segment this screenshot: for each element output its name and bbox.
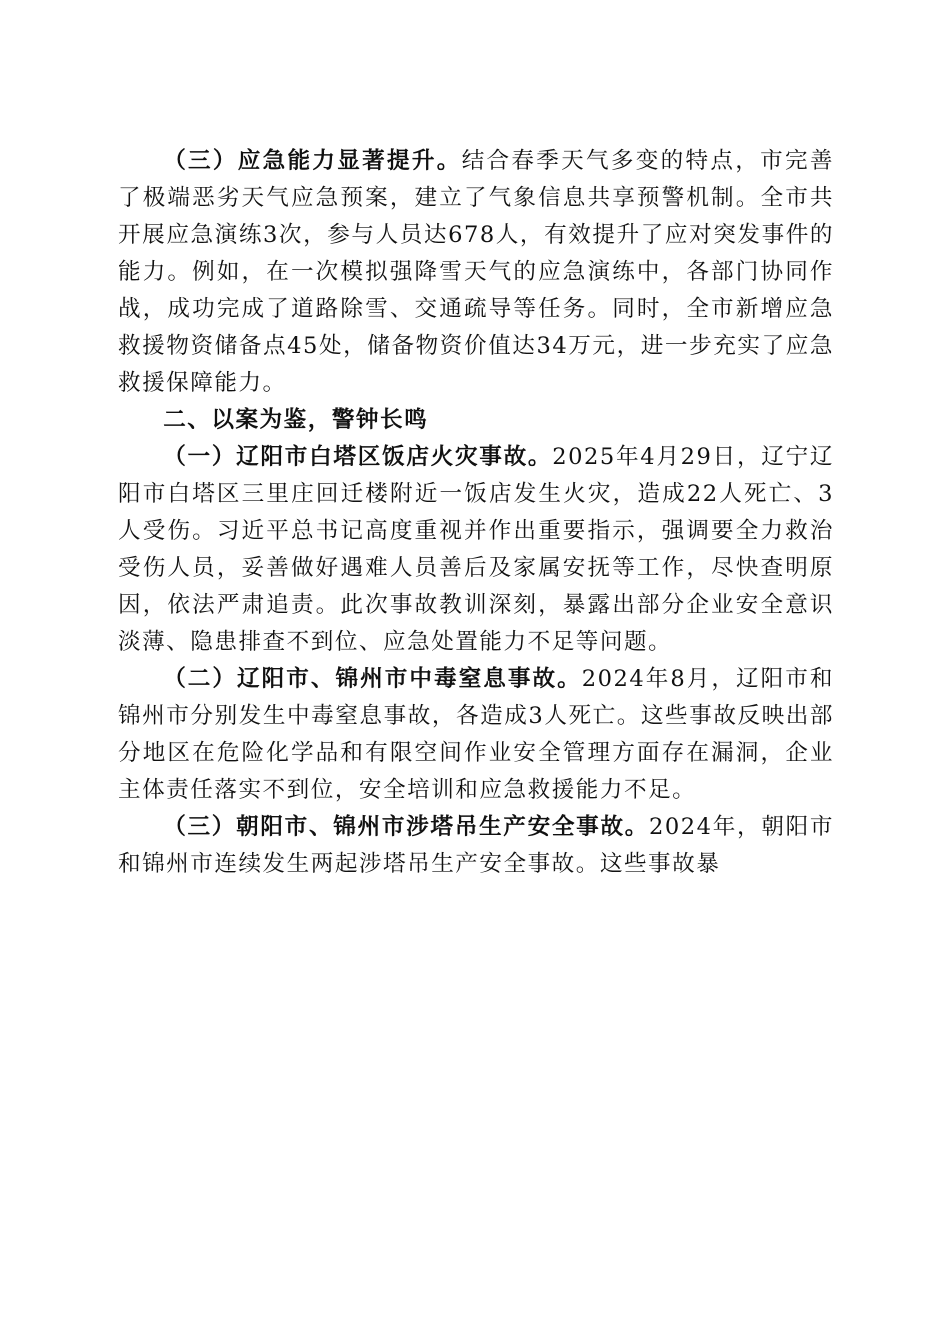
paragraph-body: 结合春季天气多变的特点，市完善了极端恶劣天气应急预案，建立了气象信息共享预警机制。全市共开展应急演练3次，参与人员达678人，有效提升了应对突发事件的能力。例如，在一次模拟强降雪天气的应急演练中，各部门协同作战，成功完成了道路除雪、交通疏导等任务。同时，全市新增应急救援物资储备点45处，储备物资价值达34万元，进一步充实了应急救援保障能力。 [118, 148, 835, 396]
paragraph-emergency-capability [118, 143, 834, 402]
paragraph-lead: （三）应急能力显著提升。 [163, 148, 462, 174]
paragraph-lead: （一）辽阳市白塔区饭店火灾事故。 [163, 444, 553, 470]
paragraph-lead: （三）朝阳市、锦州市涉塔吊生产安全事故。 [163, 814, 650, 840]
paragraph-poisoning-accident [118, 661, 834, 809]
paragraph-lead: （二）辽阳市、锦州市中毒窒息事故。 [163, 666, 582, 692]
paragraph-liaoyang-fire [118, 439, 834, 661]
document-page [118, 143, 834, 883]
paragraph-body: 2024年，朝阳市和锦州市连续发生两起涉塔吊生产安全事故。这些事故暴 [118, 814, 835, 877]
paragraph-body: 2025年4月29日，辽宁辽阳市白塔区三里庄回迁楼附近一饭店发生火灾，造成22人死亡、3人受伤。习近平总书记高度重视并作出重要指示，强调要全力救治受伤人员，妥善做好遇难人员善后及家属安抚等工作，尽快查明原因，依法严肃追责。此次事故教训深刻，暴露出部分企业安全意识淡薄、隐患排查不到位、应急处置能力不足等问题。 [118, 444, 835, 655]
section-heading: 二、以案为鉴，警钟长鸣 [163, 407, 429, 433]
paragraph-body: 2024年8月，辽阳市和锦州市分别发生中毒窒息事故，各造成3人死亡。这些事故反映出部分地区在危险化学品和有限空间作业安全管理方面存在漏洞，企业主体责任落实不到位，安全培训和应急救援能力不足。 [118, 666, 835, 803]
paragraph-tower-crane-accident [118, 809, 834, 883]
